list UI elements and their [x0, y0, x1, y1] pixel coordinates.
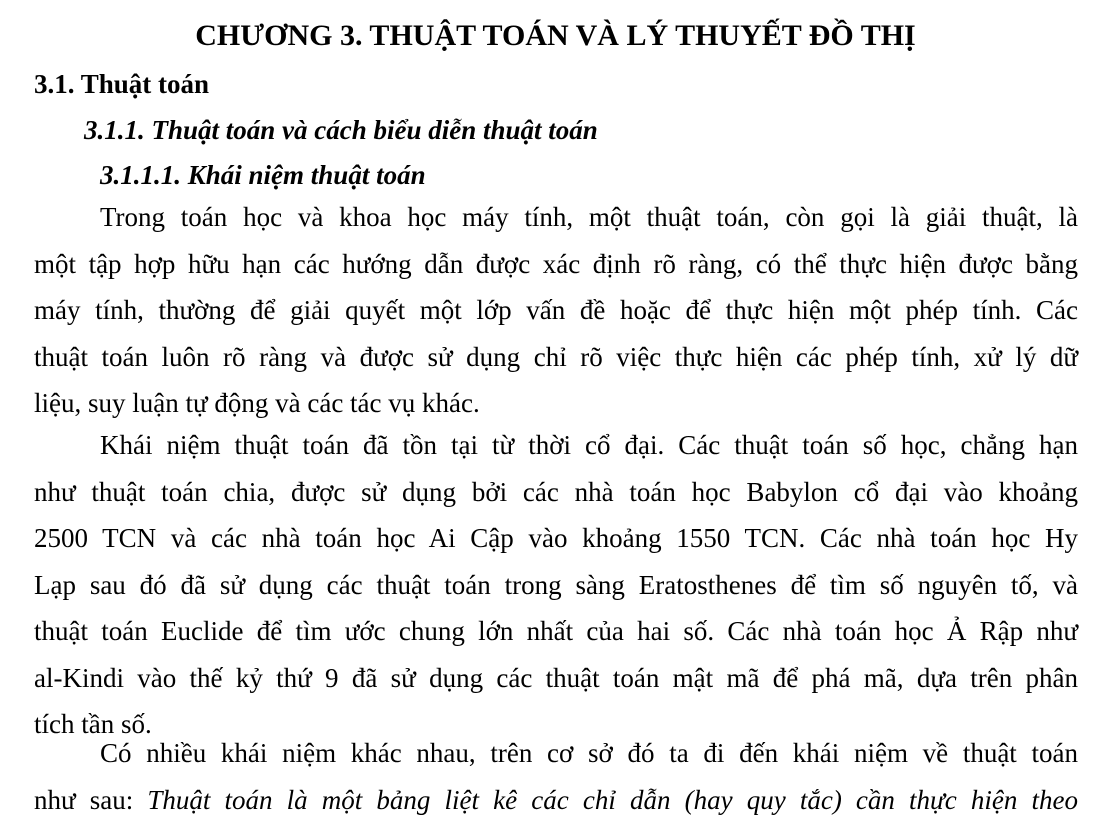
- paragraph-line: al-Kindi vào thế kỷ thứ 9 đã sử dụng các thuật toán mật mã để phá mã, dựa trên phân: [34, 662, 1078, 693]
- paragraph-line: thuật toán luôn rõ ràng và được sử dụng chỉ rõ việc thực hiện các phép tính, xử lý dữ: [34, 341, 1078, 372]
- paragraph-line: liệu, suy luận tự động và các tác vụ khác.: [34, 388, 480, 418]
- definition-prefix: như sau:: [34, 784, 148, 815]
- paragraph-1: [34, 194, 1078, 427]
- paragraph-line: Trong toán học và khoa học máy tính, một thuật toán, còn gọi là giải thuật, là: [100, 202, 1078, 232]
- definition-text: Thuật toán là một bảng liệt kê các chỉ dẫn (hay quy tắc) cần thực hiện theo: [147, 784, 1078, 815]
- chapter-title: CHƯƠNG 3. THUẬT TOÁN VÀ LÝ THUYẾT ĐỒ THỊ: [195, 19, 916, 52]
- paragraph-line: thuật toán Euclide để tìm ước chung lớn nhất của hai số. Các nhà toán học Ả Rập như: [34, 616, 1078, 646]
- section-heading: 3.1. Thuật toán: [34, 69, 210, 99]
- paragraph-line-mixed: [34, 777, 1078, 824]
- subsection-heading: 3.1.1. Thuật toán và cách biểu diễn thuật toán: [84, 115, 598, 145]
- paragraph-line: tích tần số.: [34, 709, 152, 739]
- paragraph-line: máy tính, thường để giải quyết một lớp vấn đề hoặc để thực hiện một phép tính. Các: [34, 295, 1078, 325]
- subsubsection-heading: 3.1.1.1. Khái niệm thuật toán: [100, 160, 426, 190]
- paragraph-2: [34, 422, 1078, 748]
- paragraph-line: 2500 TCN và các nhà toán học Ai Cập vào khoảng 1550 TCN. Các nhà toán học Hy: [34, 523, 1078, 553]
- paragraph-line: Lạp sau đó đã sử dụng các thuật toán trong sàng Eratosthenes để tìm số nguyên tố, và: [34, 569, 1078, 600]
- paragraph-line: Có nhiều khái niệm khác nhau, trên cơ sở đó ta đi đến khái niệm về thuật toán: [100, 738, 1078, 768]
- paragraph-line: Khái niệm thuật toán đã tồn tại từ thời cổ đại. Các thuật toán số học, chẳng hạn: [100, 430, 1078, 460]
- paragraph-line: một tập hợp hữu hạn các hướng dẫn được xác định rõ ràng, có thể thực hiện được bằng: [34, 248, 1078, 279]
- paragraph-line: như thuật toán chia, được sử dụng bởi các nhà toán học Babylon cổ đại vào khoảng: [34, 476, 1078, 507]
- paragraph-3: [34, 730, 1078, 823]
